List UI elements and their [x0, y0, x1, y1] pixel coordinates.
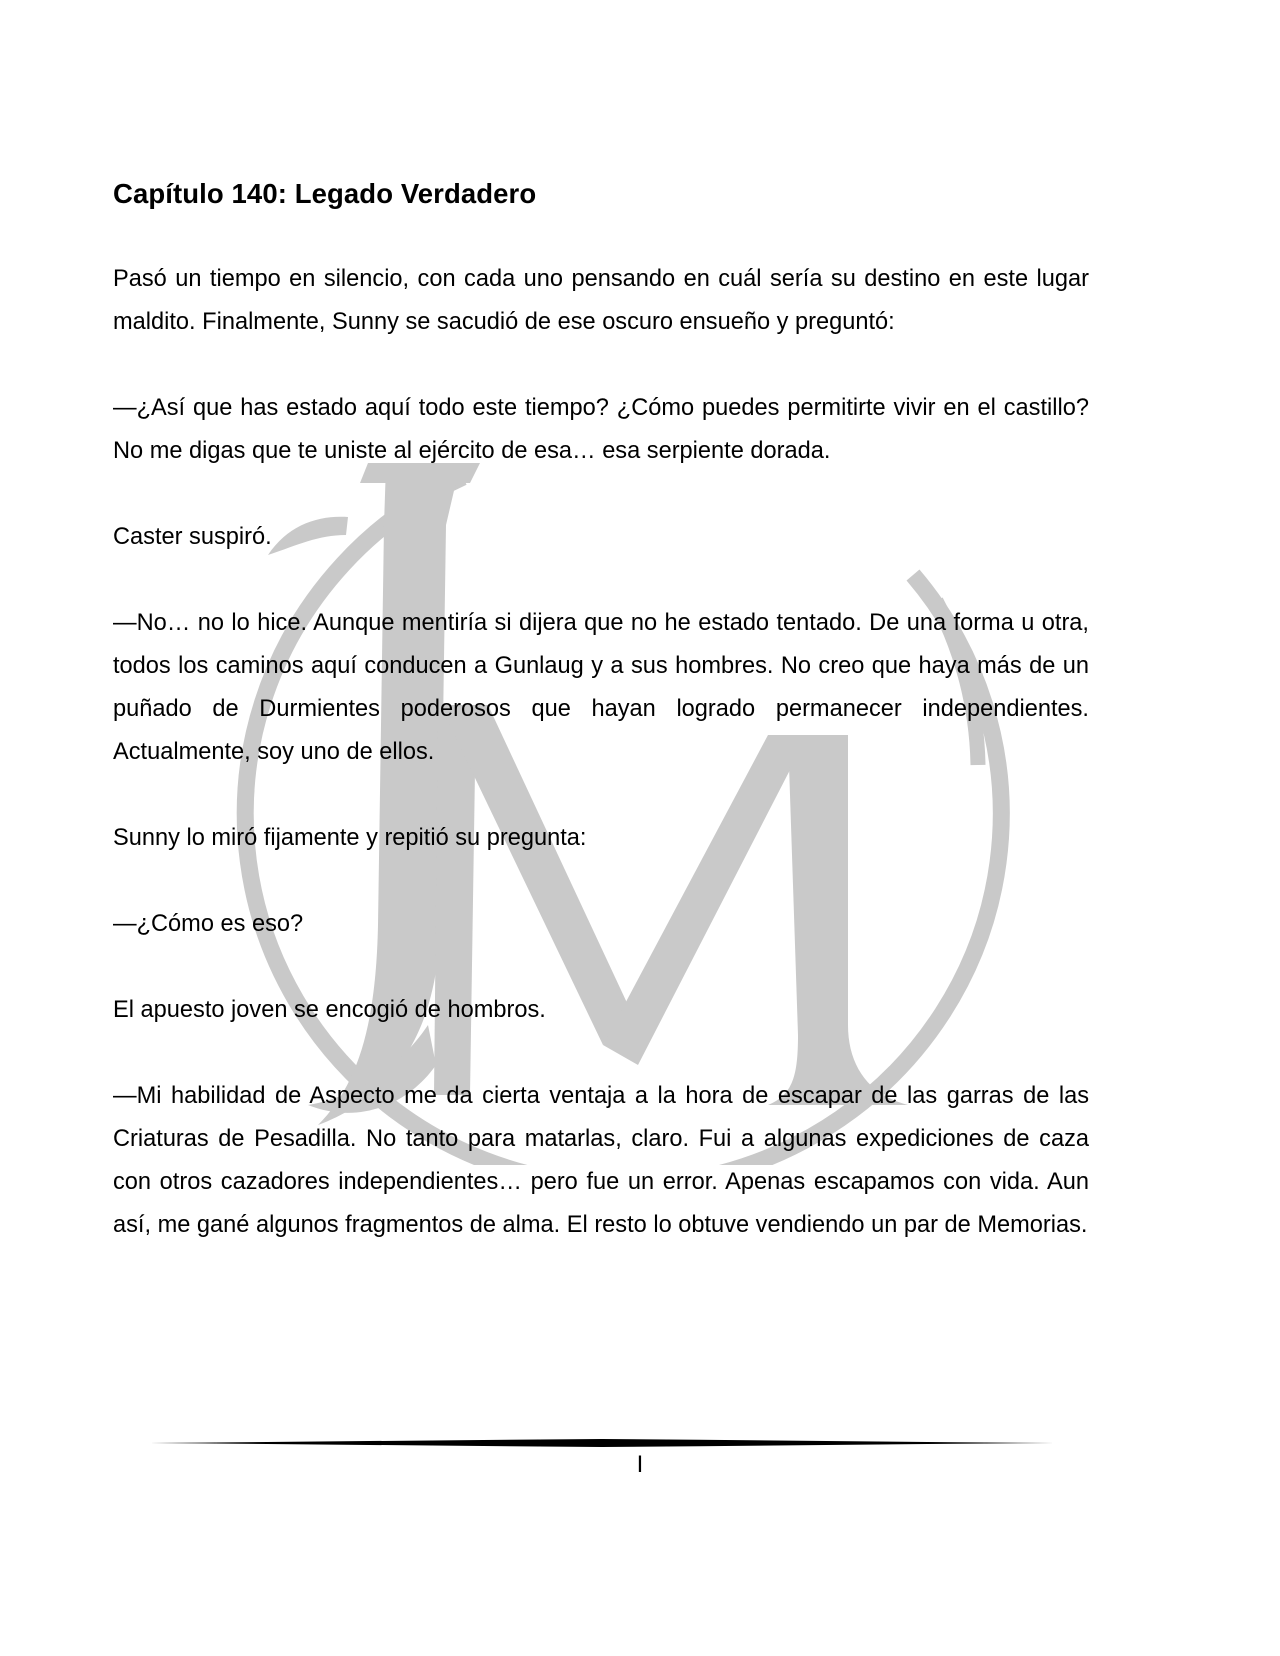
- paragraph: —¿Cómo es eso?: [113, 911, 304, 937]
- paragraph: Sunny lo miró fijamente y repitió su pregunta:: [113, 825, 587, 851]
- page-number: I: [636, 1451, 644, 1478]
- footer-divider: [150, 1437, 1054, 1449]
- paragraph: Caster suspiró.: [113, 524, 272, 550]
- paragraph: —No… no lo hice. Aunque mentiría si dijera que no he estado tentado. De una forma u otra, todos los caminos aquí conducen a Gunlaug y a sus hombres. No creo que haya más de un puñado de Durmientes poderosos que hayan logrado permanecer independientes. Actualmente, soy uno de ellos.: [113, 610, 1089, 765]
- chapter-body: [113, 258, 1089, 1247]
- paragraph: Pasó un tiempo en silencio, con cada uno pensando en cuál sería su destino en este lugar maldito. Finalmente, Sunny se sacudió de ese oscuro ensueño y preguntó:: [113, 266, 1089, 335]
- chapter-content: [113, 174, 1089, 1247]
- paragraph: —¿Así que has estado aquí todo este tiempo? ¿Cómo puedes permitirte vivir en el castillo? No me digas que te uniste al ejército de esa… esa serpiente dorada.: [113, 395, 1089, 464]
- paragraph: El apuesto joven se encogió de hombros.: [113, 997, 546, 1023]
- chapter-title: Capítulo 140: Legado Verdadero: [113, 178, 537, 209]
- paragraph: —Mi habilidad de Aspecto me da cierta ventaja a la hora de escapar de las garras de las Criaturas de Pesadilla. No tanto para matarlas, claro. Fui a algunas expediciones de caza con otros cazadores independientes… pero fue un error. Apenas escapamos con vida. Aun así, me gané algunos fragmentos de alma. El resto lo obtuve vendiendo un par de Memorias.: [113, 1083, 1089, 1238]
